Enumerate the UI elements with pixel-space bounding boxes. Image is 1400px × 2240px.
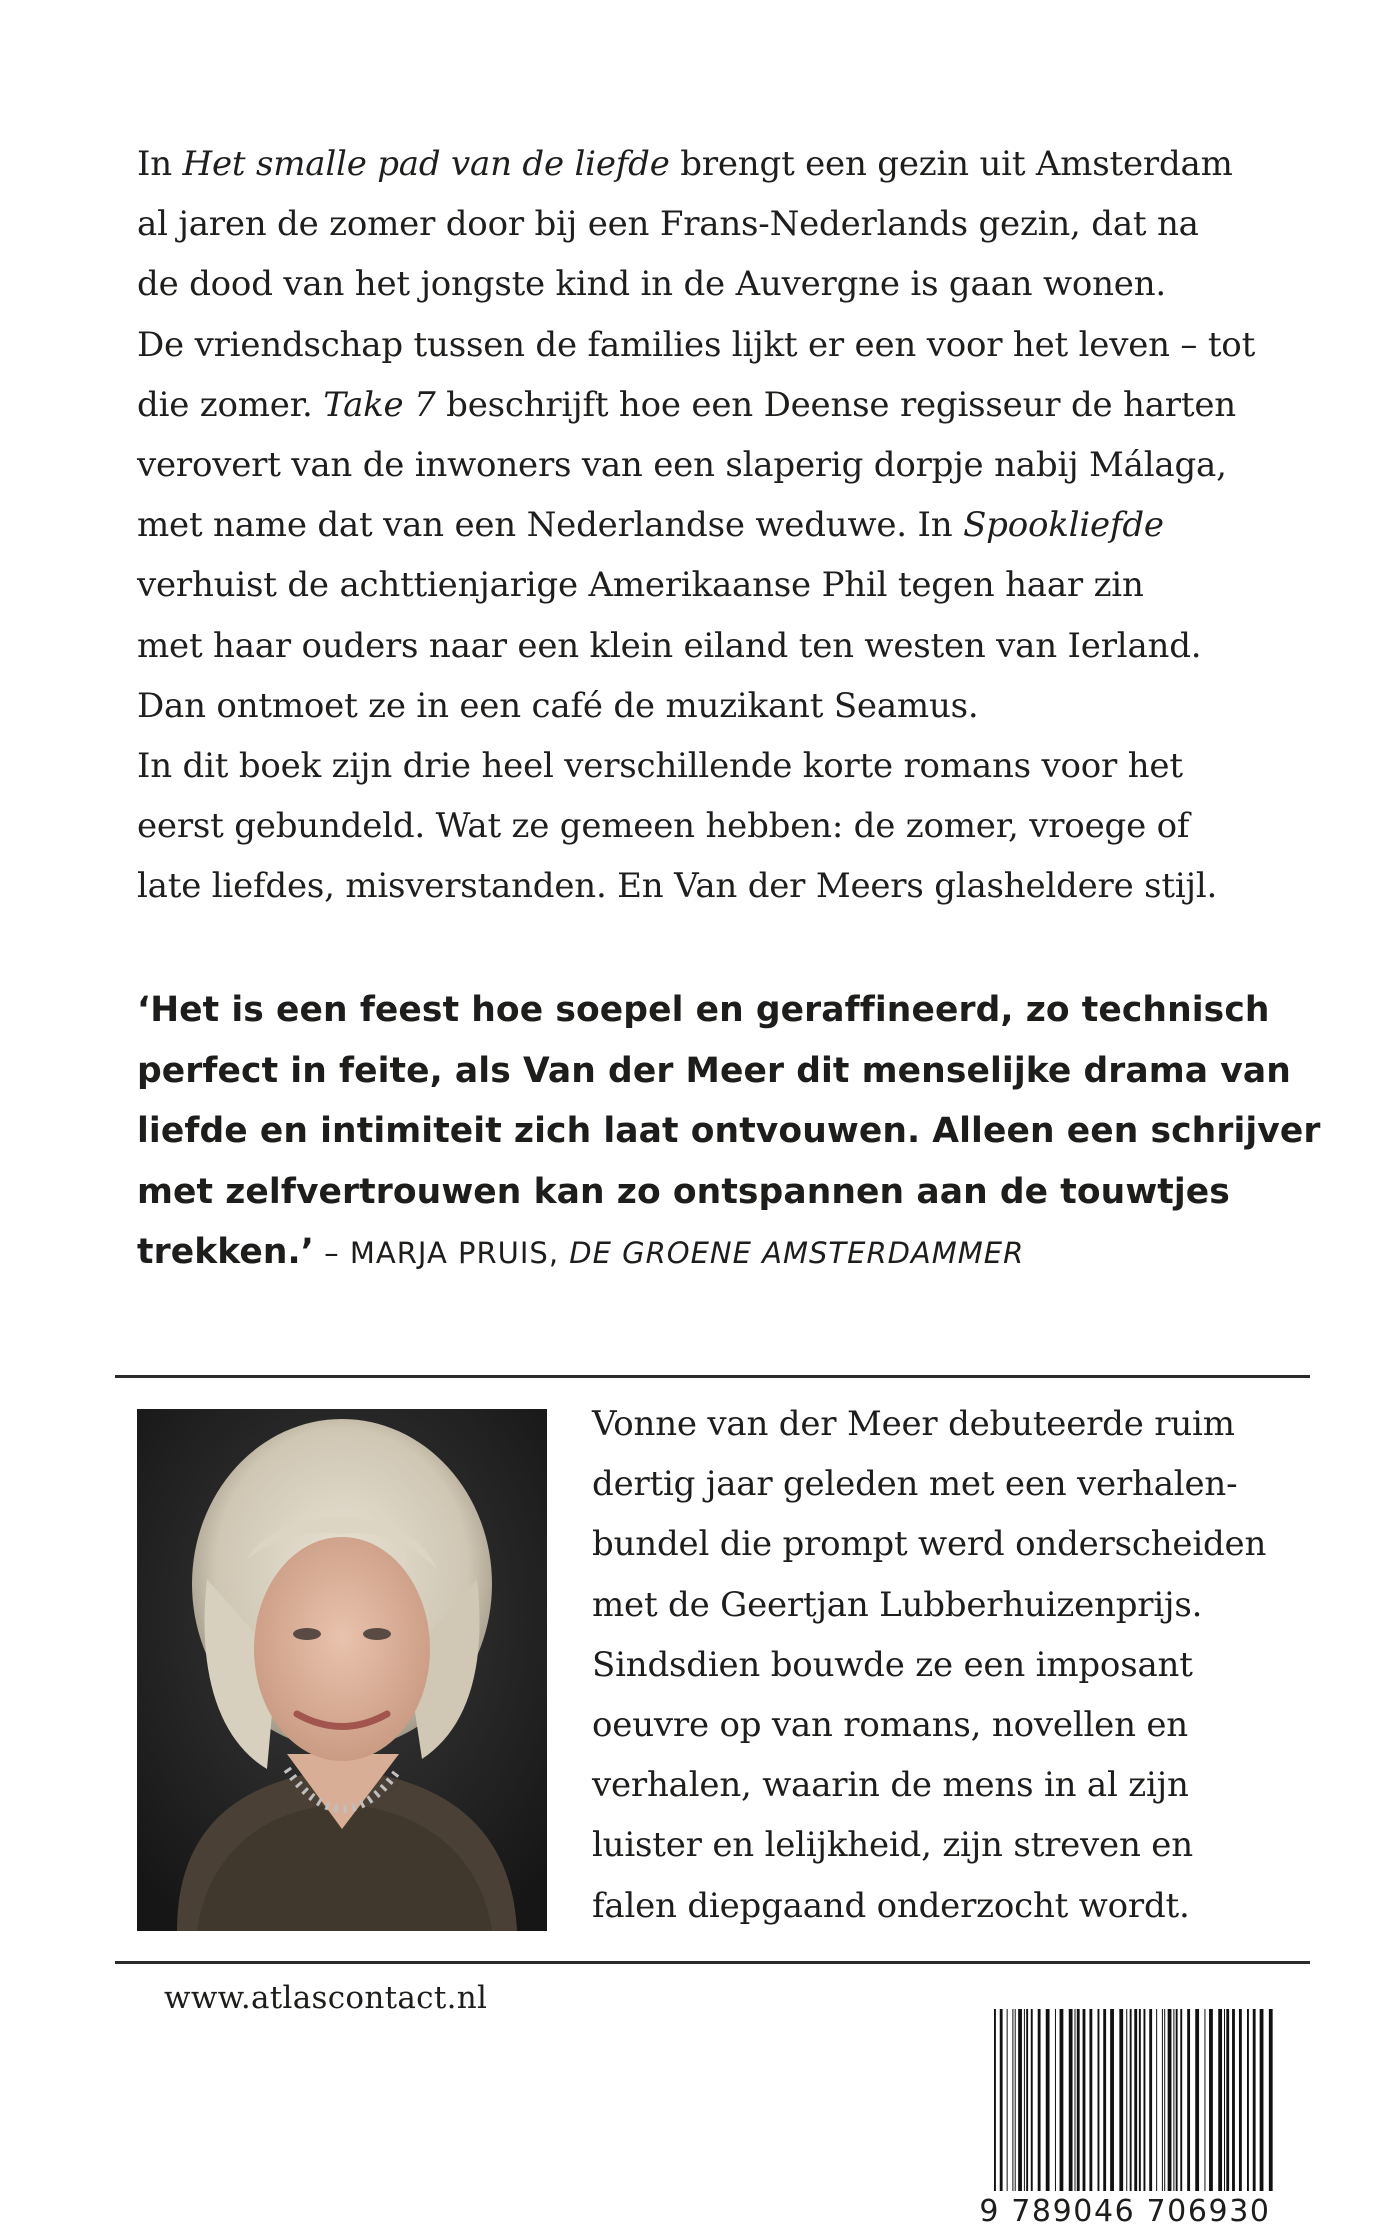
blurb-text-run: met haar ouders naar een klein eiland ten westen van Ierland. bbox=[137, 625, 1202, 666]
barcode-bar bbox=[1015, 2009, 1016, 2191]
book-title-italic: Spookliefde bbox=[963, 505, 1164, 546]
attribution-author: MARJA PRUIS, bbox=[349, 1236, 570, 1270]
bio-line: verhalen, waarin de mens in al zijn bbox=[592, 1765, 1189, 1806]
barcode-bar bbox=[1031, 2009, 1033, 2191]
bio-line: dertig jaar geleden met een verhalen- bbox=[592, 1464, 1238, 1505]
barcode-bar bbox=[1110, 2009, 1114, 2191]
blurb-text-run: met name dat van een Nederlandse weduwe. In bbox=[137, 505, 964, 546]
barcode-bar bbox=[1046, 2009, 1050, 2191]
blurb-line bbox=[137, 676, 1352, 736]
blurb-line bbox=[137, 375, 1352, 435]
blurb-text-run: In bbox=[137, 144, 183, 184]
blurb-line bbox=[137, 315, 1352, 375]
blurb-text-run: beschrijft hoe een Deense regisseur de harten bbox=[435, 384, 1236, 425]
blurb-text-run: In dit boek zijn drie heel verschillende korte romans voor het bbox=[137, 746, 1183, 787]
barcode-bar bbox=[1069, 2009, 1073, 2191]
book-title-italic: Take 7 bbox=[323, 384, 436, 425]
review-quote bbox=[137, 980, 1352, 1284]
quote-line: trekken.’ bbox=[137, 1232, 314, 1272]
barcode-bar bbox=[1134, 2009, 1137, 2191]
quote-attribution bbox=[314, 1236, 1024, 1270]
blurb-text-run: eerst gebundeld. Wat ze gemeen hebben: de zomer, vroege of bbox=[137, 806, 1190, 847]
blurb-text-run: al jaren de zomer door bij een Frans-Nederlands gezin, dat na bbox=[137, 204, 1199, 245]
barcode-bar bbox=[1126, 2009, 1127, 2191]
blurb-text-run: brengt een gezin uit Amsterdam bbox=[669, 144, 1233, 184]
barcode-bar bbox=[1077, 2009, 1080, 2191]
barcode-bar bbox=[1232, 2009, 1235, 2191]
divider-top bbox=[115, 1375, 1310, 1378]
blurb-line bbox=[137, 555, 1352, 615]
blurb-text-run: verovert van de inwoners van een slaperig dorpje nabij Málaga, bbox=[137, 445, 1227, 486]
barcode-bar bbox=[1180, 2009, 1182, 2191]
blurb-text-run: Dan ontmoet ze in een café de muzikant Seamus. bbox=[137, 685, 979, 726]
blurb-text-run: die zomer. bbox=[137, 384, 324, 425]
blurb-text-run: late liefdes, misverstanden. En Van der Meers glasheldere stijl. bbox=[137, 866, 1218, 907]
attribution-publication: DE GROENE AMSTERDAMMER bbox=[569, 1236, 1025, 1270]
attribution-separator: – bbox=[313, 1236, 350, 1270]
barcode-bar bbox=[1253, 2009, 1256, 2191]
barcode-bar bbox=[1224, 2009, 1225, 2191]
barcode-bar bbox=[1026, 2009, 1028, 2191]
barcode-bar bbox=[1130, 2009, 1132, 2191]
barcode-bar bbox=[1075, 2009, 1076, 2191]
divider-bottom bbox=[115, 1961, 1310, 1964]
barcode-bar bbox=[1149, 2009, 1152, 2191]
quote-line: liefde en intimiteit zich laat ontvouwen. Alleen een schrijver bbox=[137, 1111, 1321, 1151]
quote-last-line bbox=[137, 1222, 1352, 1284]
blurb-line bbox=[137, 856, 1352, 916]
barcode-bar bbox=[1119, 2009, 1123, 2191]
barcode-bar bbox=[1269, 2009, 1273, 2191]
barcode-bar bbox=[1168, 2009, 1172, 2191]
barcode-bar bbox=[994, 2009, 996, 2191]
barcode-bar bbox=[1162, 2009, 1163, 2191]
barcode-bar bbox=[1012, 2009, 1013, 2191]
barcode-bar bbox=[1089, 2009, 1092, 2191]
blurb-text-run: de dood van het jongste kind in de Auvergne is gaan wonen. bbox=[137, 264, 1167, 305]
bio-line: oeuvre op van romans, novellen en bbox=[592, 1705, 1188, 1746]
barcode-bar bbox=[1195, 2009, 1199, 2191]
barcode-bar bbox=[1176, 2009, 1178, 2191]
quote-line: perfect in feite, als Van der Meer dit menselijke drama van bbox=[137, 1050, 1291, 1091]
author-portrait-illustration bbox=[137, 1409, 547, 1931]
barcode-bar bbox=[1060, 2009, 1064, 2191]
barcode-bar bbox=[1024, 2009, 1025, 2191]
publisher-website-link[interactable]: www.atlascontact.nl bbox=[164, 1980, 488, 2016]
barcode-bar bbox=[1139, 2009, 1141, 2191]
barcode-bar bbox=[1156, 2009, 1157, 2191]
blurb-text bbox=[137, 134, 1352, 917]
bio-line: luister en lelijkheid, zijn streven en bbox=[592, 1825, 1193, 1866]
barcode-bar bbox=[1018, 2009, 1022, 2191]
blurb-line bbox=[137, 616, 1352, 676]
barcode-bar bbox=[1007, 2009, 1008, 2191]
barcode-bar bbox=[1226, 2009, 1229, 2191]
isbn-number: 9 789046 706930 bbox=[970, 2194, 1280, 2229]
author-photo bbox=[137, 1409, 547, 1931]
barcode-bar bbox=[1164, 2009, 1165, 2191]
barcode-bar bbox=[1204, 2009, 1205, 2191]
bio-line: met de Geertjan Lubberhuizenprijs. bbox=[592, 1584, 1203, 1625]
blurb-line bbox=[137, 254, 1352, 314]
bio-line: bundel die prompt werd onderscheiden bbox=[592, 1524, 1267, 1565]
barcode-bar bbox=[1098, 2009, 1100, 2191]
author-bio bbox=[592, 1394, 1332, 1936]
blurb-text-run: verhuist de achttienjarige Amerikaanse Phil tegen haar zin bbox=[137, 565, 1144, 606]
barcode-bar bbox=[1038, 2009, 1041, 2191]
quote-line: met zelfvertrouwen kan zo ontspannen aan de touwtjes bbox=[137, 1171, 1230, 1212]
quote-line: ‘Het is een feest hoe soepel en geraffineerd, zo technisch bbox=[137, 990, 1270, 1030]
blurb-line bbox=[137, 194, 1352, 254]
blurb-line bbox=[137, 736, 1352, 796]
bio-line: falen diepgaand onderzocht wordt. bbox=[592, 1885, 1190, 1926]
barcode-bar bbox=[1103, 2009, 1106, 2191]
blurb-line bbox=[137, 796, 1352, 856]
blurb-text-run: De vriendschap tussen de families lijkt er een voor het leven – tot bbox=[137, 324, 1256, 365]
barcode-bar bbox=[1173, 2009, 1174, 2191]
barcode-bar bbox=[1247, 2009, 1249, 2191]
barcode-bar bbox=[1144, 2009, 1146, 2191]
barcode-bar bbox=[1083, 2009, 1086, 2191]
isbn-barcode bbox=[970, 2007, 1280, 2231]
barcode-bar bbox=[1260, 2009, 1264, 2191]
bio-line: Vonne van der Meer debuteerde ruim bbox=[592, 1404, 1235, 1444]
barcode-bar bbox=[1239, 2009, 1242, 2191]
bio-line: Sindsdien bouwde ze een imposant bbox=[592, 1644, 1193, 1685]
blurb-line bbox=[137, 134, 1352, 194]
barcode-bar bbox=[1218, 2009, 1222, 2191]
book-title-italic: Het smalle pad van de liefde bbox=[182, 144, 670, 184]
barcode-bar bbox=[1209, 2009, 1213, 2191]
blurb-line bbox=[137, 435, 1352, 495]
barcode-bar bbox=[1000, 2009, 1003, 2191]
blurb-line bbox=[137, 495, 1352, 555]
barcode-bar bbox=[1055, 2009, 1056, 2191]
barcode-bar bbox=[1187, 2009, 1190, 2191]
